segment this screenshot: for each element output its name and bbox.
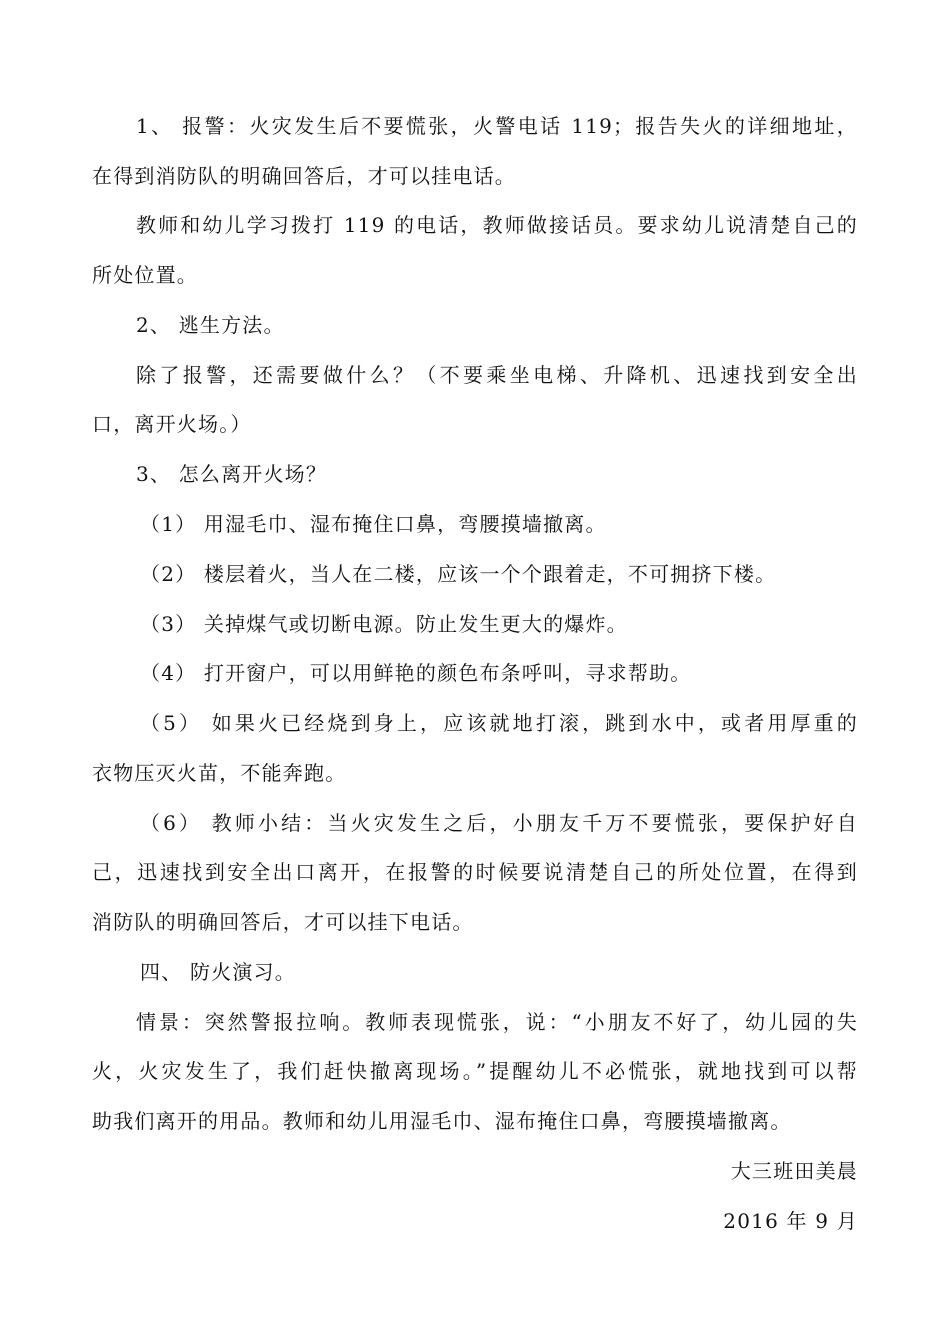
list-item-4: （4） 打开窗户，可以用鲜艳的颜色布条呼叫，寻求帮助。 bbox=[140, 661, 692, 685]
list-item-2: （2） 楼层着火，当人在二楼，应该一个个跟着走，不可拥挤下楼。 bbox=[140, 562, 777, 586]
paragraph-line-4: 所处位置。 bbox=[92, 263, 198, 287]
paragraph-line-3: 教师和幼儿学习拨打 119 的电话，教师做接话员。要求幼儿说清楚自己的 bbox=[136, 213, 858, 237]
list-item-6-cont-1: 己，迅速找到安全出口离开，在报警的时候要说清楚自己的所处位置，在得到 bbox=[92, 860, 858, 884]
paragraph-line-19: 情景：突然警报拉响。教师表现慌张，说：“小朋友不好了，幼儿园的失 bbox=[136, 1010, 858, 1034]
paragraph-line-21: 助我们离开的用品。教师和幼儿用湿毛巾、湿布掩住口鼻，弯腰摸墙撤离。 bbox=[92, 1109, 792, 1133]
section-heading-3: 3、 怎么离开火场？ bbox=[136, 462, 328, 486]
paragraph-line-20: 火，火灾发生了，我们赶快撤离现场。”提醒幼儿不必慌张，就地找到可以帮 bbox=[92, 1059, 858, 1083]
signature: 大三班田美晨 bbox=[730, 1159, 858, 1183]
paragraph-line-1: 1、 报警：火灾发生后不要慌张，火警电话 119；报告失火的详细地址， bbox=[136, 114, 858, 138]
list-item-1: （1） 用湿毛巾、湿布掩住口鼻，弯腰摸墙撤离。 bbox=[140, 512, 607, 536]
paragraph-line-2: 在得到消防队的明确回答后，才可以挂电话。 bbox=[92, 164, 516, 188]
section-heading-4: 四、 防火演习。 bbox=[140, 960, 296, 984]
paragraph-line-7: 口，离开火场。） bbox=[92, 412, 252, 436]
list-item-5-cont: 衣物压灭火苗，不能奔跑。 bbox=[92, 761, 347, 785]
list-item-6: （6） 教师小结：当火灾发生之后，小朋友千万不要慌张，要保护好自 bbox=[140, 811, 858, 835]
paragraph-line-6: 除了报警，还需要做什么？（不要乘坐电梯、升降机、迅速找到安全出 bbox=[136, 363, 858, 387]
section-heading-2: 2、 逃生方法。 bbox=[136, 313, 285, 337]
date: 2016 年 9 月 bbox=[723, 1209, 858, 1233]
list-item-5: （5） 如果火已经烧到身上，应该就地打滚，跳到水中，或者用厚重的 bbox=[140, 711, 858, 735]
list-item-6-cont-2: 消防队的明确回答后，才可以挂下电话。 bbox=[92, 910, 474, 934]
list-item-3: （3） 关掉煤气或切断电源。防止发生更大的爆炸。 bbox=[140, 612, 628, 636]
